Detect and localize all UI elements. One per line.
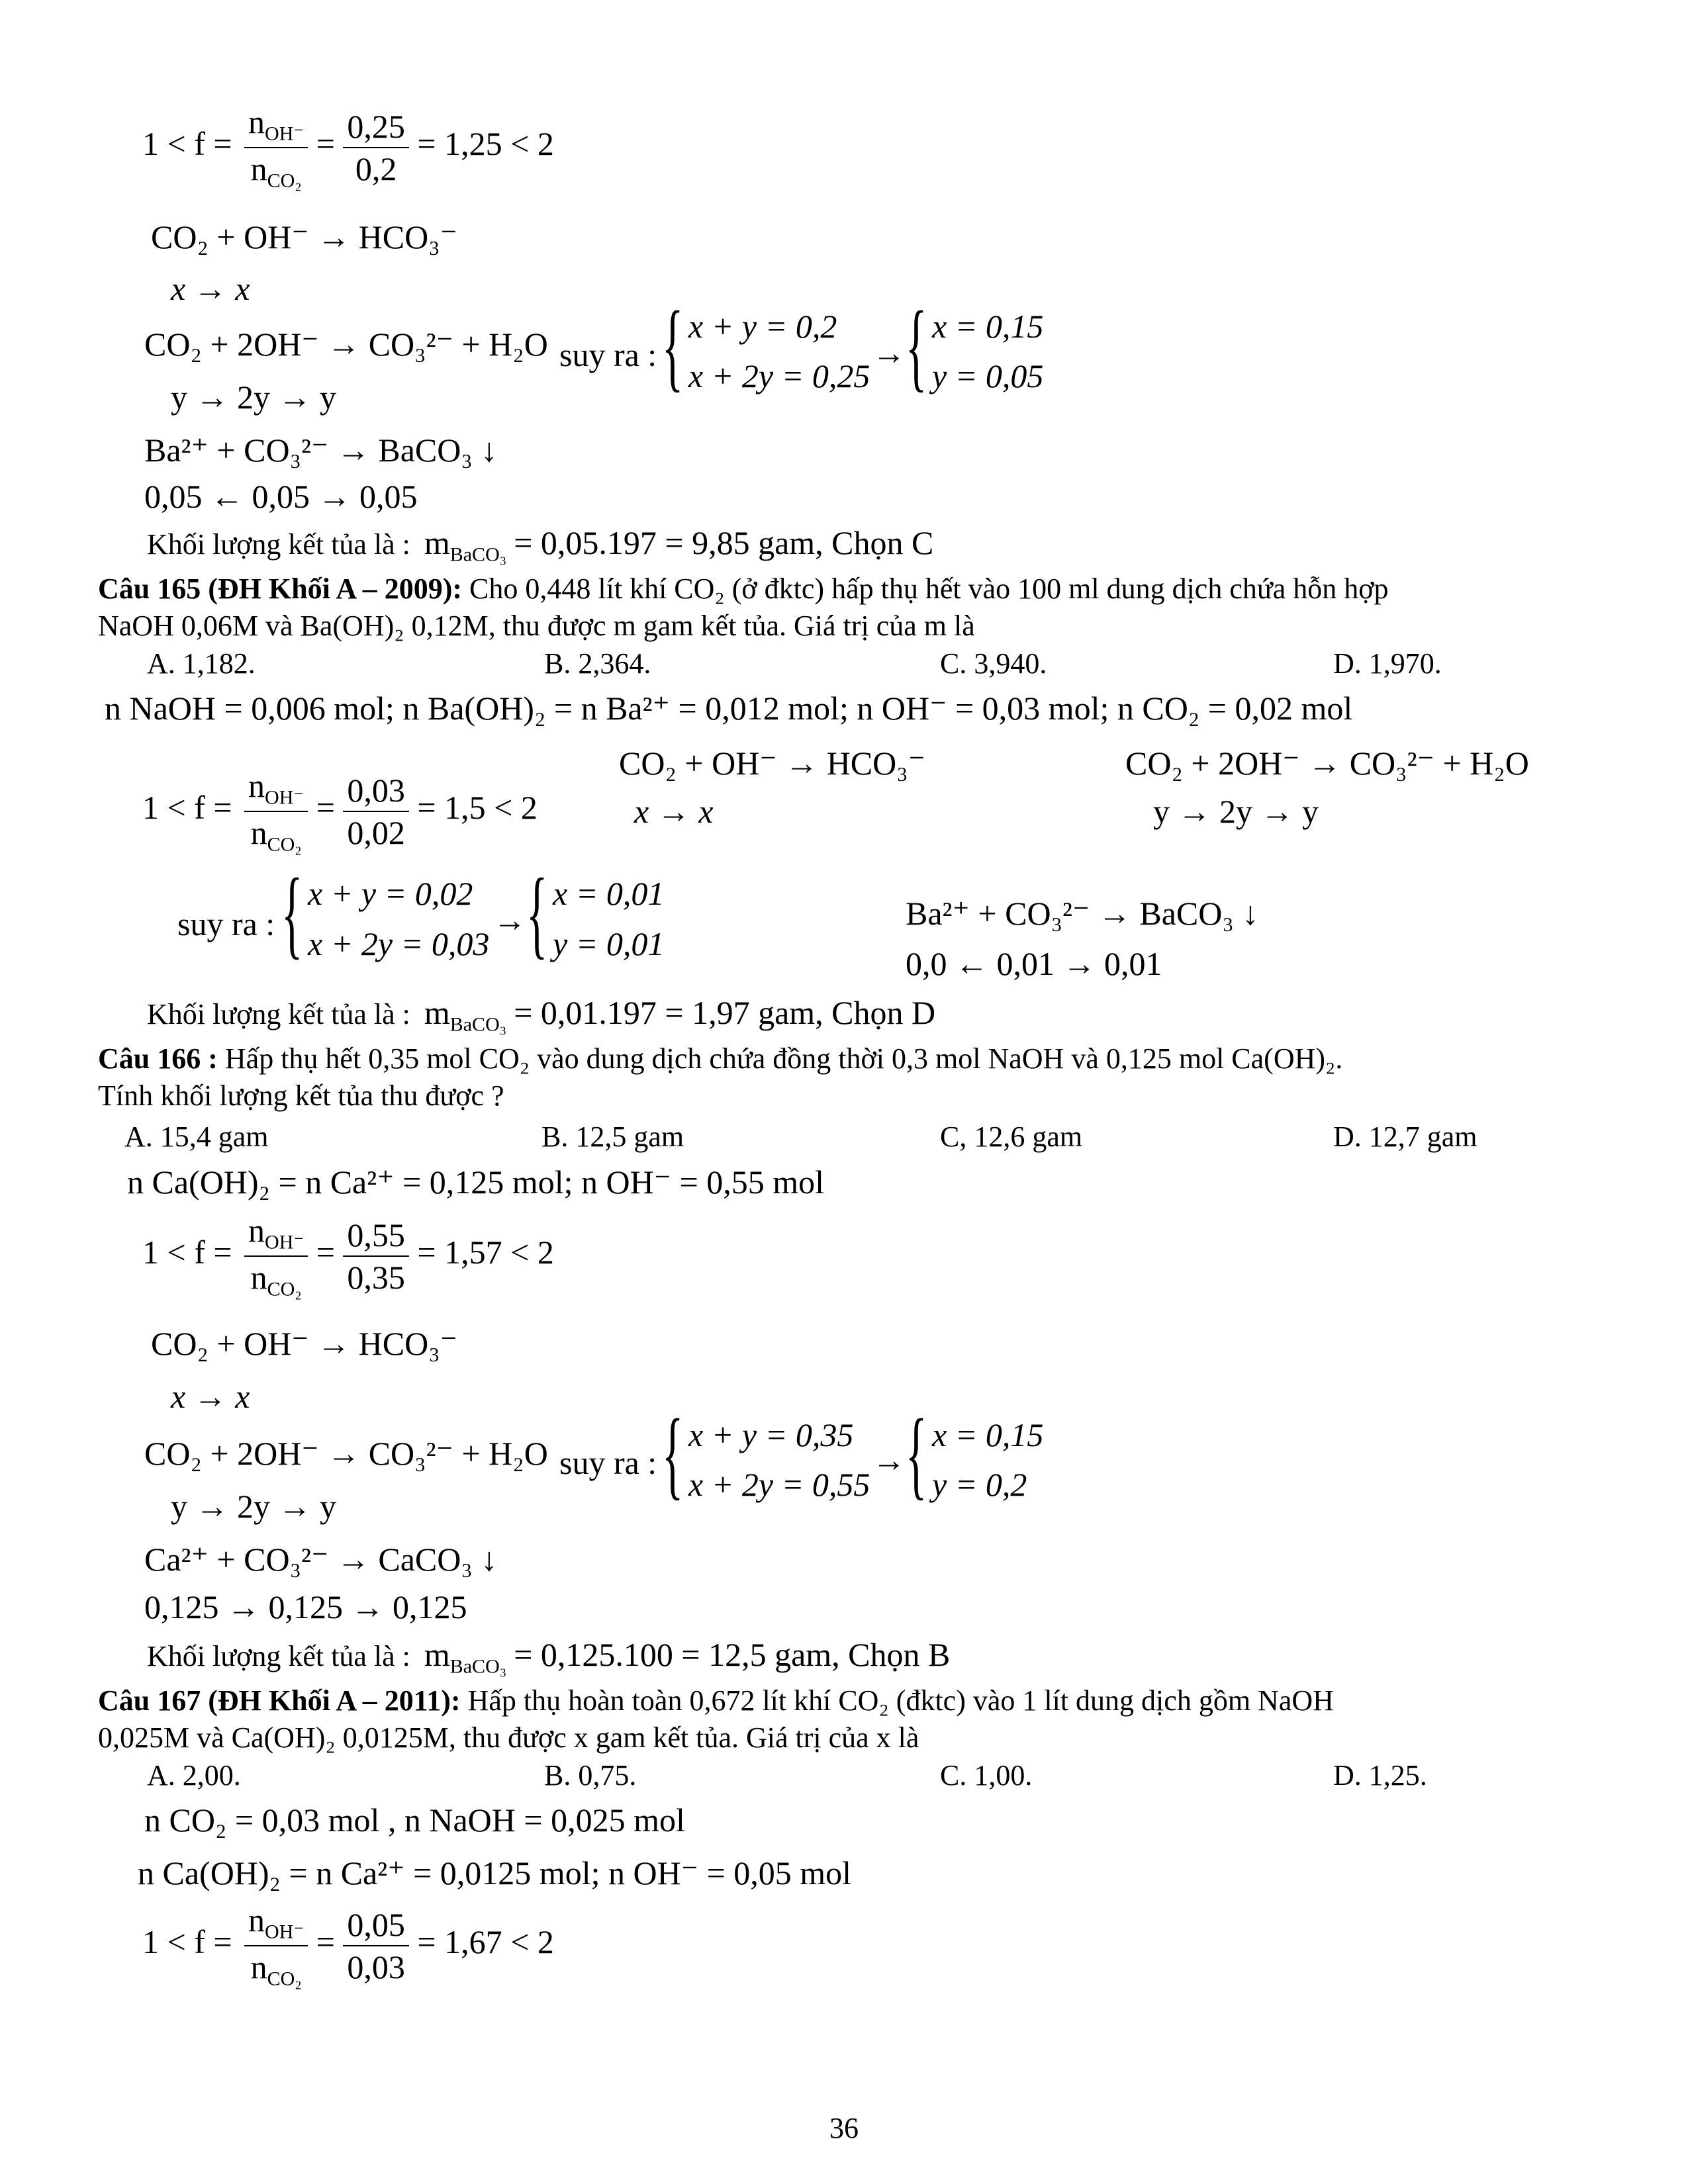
- question-166-text1: Hấp thụ hết 0,35 mol CO₂ vào dung dịch chứa đồng thời 0,3 mol NaOH và 0,125 mol Ca(OH)₂.: [224, 1042, 1343, 1075]
- equation-2-166: x + 2y = 0,55: [688, 1466, 870, 1503]
- result-subscript: BaCO₃: [449, 1013, 507, 1036]
- solution-x-165: x = 0,01: [553, 875, 665, 912]
- question-166-title: Câu 166 :: [98, 1042, 218, 1075]
- result-value: = 0,05.197 = 9,85 gam, Chọn C: [514, 524, 934, 561]
- arrow-164: →: [872, 334, 906, 371]
- f-value-denominator: 0,35: [347, 1258, 405, 1296]
- reaction-3-166: Ca²⁺ + CO₃²⁻ → CaCO₃ ↓: [144, 1541, 498, 1578]
- reaction-3-stoich-164: 0,05 ← 0,05 → 0,05: [144, 478, 418, 515]
- page-number: 36: [829, 2112, 859, 2144]
- equation-1-166: x + y = 0,35: [688, 1416, 854, 1453]
- f-value-numerator: 0,25: [343, 107, 409, 148]
- result-line-165: Khối lượng kết tủa là : $m_{BaCO_3} = 0,01.197 = 1,97$ gam, Chọn D: [147, 994, 936, 1036]
- question-165-title: Câu 165 (ĐH Khối A – 2009):: [98, 572, 463, 605]
- reaction-2-165: CO₂ + 2OH⁻ → CO₃²⁻ + H₂O: [1125, 745, 1529, 782]
- result-line-166: Khối lượng kết tủa là : $m_{BaCO_3} = 0,125.100 = 12,5$ gam, Chọn B: [147, 1636, 951, 1678]
- question-165-text1: Cho 0,448 lít khí CO₂ (ở đktc) hấp thụ hết vào 100 ml dung dịch chứa hỗn hợp: [469, 572, 1389, 605]
- question-167-title: Câu 167 (ĐH Khối A – 2011):: [98, 1684, 461, 1717]
- question-167-text1: Hấp thụ hoàn toàn 0,672 lít khí CO₂ (đktc) vào 1 lít dung dịch gồm NaOH: [467, 1684, 1334, 1717]
- reaction-3-stoich-166: 0,125 → 0,125 → 0,125: [144, 1588, 467, 1625]
- result-value: = 0,125.100 = 12,5 gam, Chọn B: [514, 1636, 951, 1673]
- brace-right-166: {: [906, 1399, 927, 1509]
- reaction-1-165: CO₂ + OH⁻ → HCO₃⁻: [619, 745, 926, 782]
- suy-ra-164: suy ra :: [559, 336, 657, 373]
- reaction-3-164: Ba²⁺ + CO₃²⁻ → BaCO₃ ↓: [144, 432, 498, 469]
- result-label: Khối lượng kết tủa là :: [147, 528, 410, 561]
- result-subscript: BaCO₃: [449, 1655, 507, 1678]
- reaction-2-stoich-164: y → 2y → y: [171, 379, 336, 416]
- equation-2-164: x + 2y = 0,25: [688, 357, 870, 394]
- moles-167-line1: n CO₂ = 0,03 mol , n NaOH = 0,025 mol: [144, 1801, 685, 1839]
- f-value-numerator: 0,55: [343, 1216, 409, 1257]
- solution-x-164: x = 0,15: [932, 308, 1044, 345]
- f-lhs: 1 < f =: [142, 124, 232, 162]
- f-ratio-166: 1 < f = $\frac{n_{OH^-}}{n_{CO_2}}$ = $\frac{0,55}{0,35}$ = 1,57 < 2: [142, 1212, 554, 1300]
- option-a-165: A. 1,182.: [147, 647, 256, 680]
- moles-165: n NaOH = 0,006 mol; n Ba(OH)₂ = n Ba²⁺ = 0,012 mol; n OH⁻ = 0,03 mol; n CO₂ = 0,02 mol: [105, 690, 1353, 727]
- result-value: = 0,01.197 = 1,97 gam, Chọn D: [514, 994, 936, 1031]
- option-c-167: C. 1,00.: [940, 1759, 1033, 1792]
- result-line-164: Khối lượng kết tủa là : $m_{BaCO_3} = 0,05.197 = 9,85$ gam, Chọn C: [147, 524, 934, 566]
- option-a-166: A. 15,4 gam: [124, 1120, 269, 1153]
- f-value-denominator: 0,02: [347, 813, 405, 851]
- option-d-167: D. 1,25.: [1333, 1759, 1427, 1792]
- reaction-2-stoich-165: y → 2y → y: [1153, 793, 1319, 830]
- brace-right-165: {: [526, 858, 548, 968]
- question-167-line1: [98, 1682, 1334, 1719]
- equation-1-165: x + y = 0,02: [308, 875, 473, 912]
- suy-ra-165: suy ra :: [177, 905, 275, 942]
- moles-166: n Ca(OH)₂ = n Ca²⁺ = 0,125 mol; n OH⁻ = 0,55 mol: [127, 1163, 825, 1201]
- reaction-1-164: CO₂ + OH⁻ → HCO₃⁻: [151, 218, 458, 255]
- arrow-166: →: [872, 1441, 906, 1479]
- question-165-text2: NaOH 0,06M và Ba(OH)₂ 0,12M, thu được m gam kết tủa. Giá trị của m là: [98, 610, 975, 642]
- f-value-denominator: 0,2: [355, 150, 397, 187]
- reaction-2-stoich-166: y → 2y → y: [171, 1488, 336, 1525]
- brace-left-166: {: [662, 1399, 684, 1509]
- f-value-numerator: 0,03: [343, 771, 409, 812]
- option-a-167: A. 2,00.: [147, 1759, 241, 1792]
- f-lhs: 1 < f =: [142, 1923, 232, 1960]
- question-166-line1: [98, 1040, 1342, 1077]
- option-b-167: B. 0,75.: [544, 1759, 637, 1792]
- f-result: = 1,67 < 2: [417, 1923, 554, 1960]
- suy-ra-166: suy ra :: [559, 1444, 657, 1481]
- reaction-1-stoich-166: x → x: [171, 1378, 250, 1415]
- f-value-numerator: 0,05: [343, 1905, 409, 1946]
- reaction-1-166: CO₂ + OH⁻ → HCO₃⁻: [151, 1325, 458, 1362]
- reaction-1-stoich-165: x → x: [634, 793, 714, 830]
- option-c-166: C, 12,6 gam: [940, 1120, 1083, 1153]
- result-subscript: BaCO₃: [449, 543, 507, 566]
- question-166-text2: Tính khối lượng kết tủa thu được ?: [98, 1079, 504, 1112]
- reaction-1-stoich-164: x → x: [171, 270, 250, 307]
- option-b-165: B. 2,364.: [544, 647, 651, 680]
- moles-167-line2: n Ca(OH)₂ = n Ca²⁺ = 0,0125 mol; n OH⁻ = 0,05 mol: [138, 1854, 852, 1891]
- reaction-3-stoich-165: 0,0 ← 0,01 → 0,01: [906, 945, 1162, 982]
- brace-left-165: {: [281, 858, 303, 968]
- brace-right-164: {: [906, 291, 927, 401]
- arrow-165: →: [493, 901, 526, 938]
- f-ratio-167: 1 < f = $\frac{n_{OH^-}}{n_{CO_2}}$ = $\frac{0,05}{0,03}$ = 1,67 < 2: [142, 1901, 554, 1989]
- solution-y-165: y = 0,01: [553, 925, 665, 962]
- question-165-line1: [98, 570, 1389, 608]
- result-label: Khối lượng kết tủa là :: [147, 998, 410, 1030]
- f-lhs: 1 < f =: [142, 1233, 232, 1271]
- equation-2-165: x + 2y = 0,03: [308, 925, 490, 962]
- reaction-3-165: Ba²⁺ + CO₃²⁻ → BaCO₃ ↓: [906, 895, 1259, 932]
- reaction-2-166: CO₂ + 2OH⁻ → CO₃²⁻ + H₂O: [144, 1435, 548, 1472]
- option-c-165: C. 3,940.: [940, 647, 1047, 680]
- f-lhs: 1 < f =: [142, 788, 232, 826]
- f-value-denominator: 0,03: [347, 1948, 405, 1985]
- f-ratio-164: 1 < f = $\frac{n_{OH^-}}{n_{CO_2}}$ = $\frac{0,25}{0,2}$ = 1,25 < 2: [142, 103, 554, 191]
- result-label: Khối lượng kết tủa là :: [147, 1640, 410, 1672]
- question-167-text2: 0,025M và Ca(OH)₂ 0,0125M, thu được x gam kết tủa. Giá trị của x là: [98, 1721, 919, 1754]
- option-d-165: D. 1,970.: [1333, 647, 1442, 680]
- brace-left-164: {: [662, 291, 684, 401]
- solution-y-166: y = 0,2: [932, 1466, 1027, 1503]
- solution-y-164: y = 0,05: [932, 357, 1044, 394]
- f-result: = 1,57 < 2: [417, 1233, 554, 1271]
- f-result: = 1,25 < 2: [417, 124, 554, 162]
- reaction-2-164: CO₂ + 2OH⁻ → CO₃²⁻ + H₂O: [144, 326, 548, 363]
- solution-x-166: x = 0,15: [932, 1416, 1044, 1453]
- f-ratio-165: 1 < f = $\frac{n_{OH^-}}{n_{CO_2}}$ = $\frac{0,03}{0,02}$ = 1,5 < 2: [142, 767, 538, 855]
- equation-1-164: x + y = 0,2: [688, 308, 837, 345]
- option-d-166: D. 12,7 gam: [1333, 1120, 1477, 1153]
- option-b-166: B. 12,5 gam: [541, 1120, 684, 1153]
- f-result: = 1,5 < 2: [417, 788, 538, 826]
